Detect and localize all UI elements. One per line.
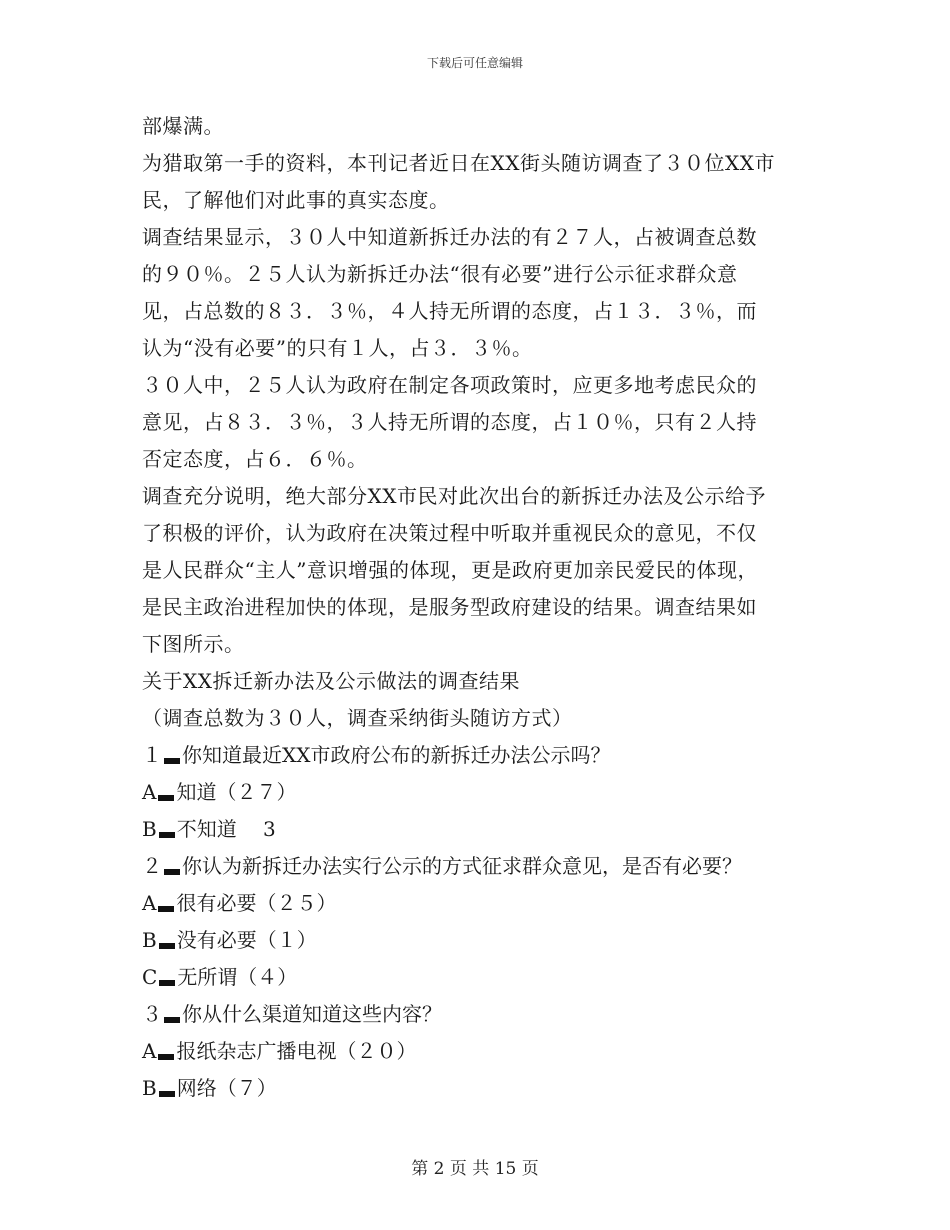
paragraph-line: 为猎取第一手的资料，本刊记者近日在XX街头随访调查了３０位XX市 [142,151,775,175]
paragraph-line: 意见，占８３．３％，３人持无所谓的态度，占１０％，只有２人持 [142,410,757,434]
survey-title: 关于XX拆迁新办法及公示做法的调查结果 [142,669,520,693]
item-prefix: B [142,1076,157,1100]
bullet-marker-icon [159,1091,175,1097]
paragraph-line: 调查结果显示，３０人中知道新拆迁办法的有２７人，占被调查总数 [142,225,757,249]
page-header: 下载后可任意编辑 [426,56,523,70]
paragraph-line: 否定态度，占６．６％。 [142,447,368,471]
bullet-marker-icon [164,1017,180,1023]
paragraph-line: 的９０％。２５人认为新拆迁办法“很有必要”进行公示征求群众意 [142,262,738,286]
item-prefix: B [142,928,157,952]
bullet-marker-icon [158,906,174,912]
bullet-marker-icon [159,832,175,838]
item-prefix: １ [142,743,162,767]
paragraph-line: 是民主政治进程加快的体现，是服务型政府建设的结果。调查结果如 [142,595,757,619]
item-prefix: A [142,780,157,804]
item-prefix: B [142,817,157,841]
paragraph-line: 是人民群众“主人”意识增强的体现，更是政府更加亲民爱民的体现， [142,558,758,582]
paragraph-line: 民，了解他们对此事的真实态度。 [142,188,450,212]
survey-option [142,811,822,848]
paragraph-line: 下图所示。 [142,632,245,656]
item-text: 无所谓（４） [177,965,298,989]
survey-option [142,959,822,996]
bullet-marker-icon [159,943,175,949]
bullet-marker-icon [164,758,180,764]
paragraph-line: 部爆满。 [142,114,224,138]
bullet-marker-icon [158,795,174,801]
item-prefix: C [142,965,158,989]
paragraph-line: 见，占总数的８３．３％，４人持无所谓的态度，占１３．３％，而 [142,299,757,323]
page-footer: 第 2 页 共 15 页 [411,1159,539,1179]
item-prefix: ２ [142,854,162,878]
item-text: 报纸杂志广播电视（２０） [176,1039,417,1063]
survey-option [142,1033,822,1070]
item-prefix: A [142,1039,157,1063]
survey-question [142,848,822,885]
item-text: 网络（７） [176,1076,277,1100]
paragraph-line: ３０人中，２５人认为政府在制定各项政策时，应更多地考虑民众的 [142,373,757,397]
document-body [142,108,822,1107]
item-text: 没有必要（１） [176,928,317,952]
bullet-marker-icon [159,980,175,986]
item-text: 你从什么渠道知道这些内容？ [182,1002,442,1026]
survey-option [142,885,822,922]
item-text: 你认为新拆迁办法实行公示的方式征求群众意见，是否有必要？ [182,854,742,878]
item-text: 你知道最近XX市政府公布的新拆迁办法公示吗？ [182,743,611,767]
paragraph-line: 了积极的评价，认为政府在决策过程中听取并重视民众的意见，不仅 [142,521,757,545]
survey-option [142,1070,822,1107]
paragraph-line: 调查充分说明，绝大部分XX市民对此次出台的新拆迁办法及公示给予 [142,484,766,508]
item-prefix: A [142,891,157,915]
item-text: 知道（２７） [176,780,297,804]
paragraph-line: 认为“没有必要”的只有１人，占３．３％。 [142,336,533,360]
survey-subtitle: （调查总数为３０人，调查采纳街头随访方式） [142,706,573,730]
bullet-marker-icon [164,869,180,875]
item-prefix: ３ [142,1002,162,1026]
survey-question [142,996,822,1033]
item-text: 很有必要（２５） [176,891,337,915]
item-text: 不知道 3 [176,817,276,841]
survey-question [142,737,822,774]
bullet-marker-icon [158,1054,174,1060]
survey-option [142,774,822,811]
survey-option [142,922,822,959]
